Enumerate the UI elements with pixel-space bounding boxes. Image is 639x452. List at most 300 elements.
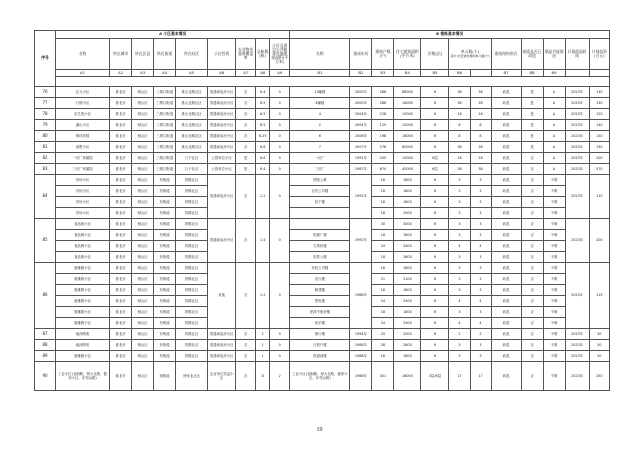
table-cell: 3 bbox=[470, 196, 491, 207]
table-cell: 38 bbox=[449, 163, 470, 174]
table-cell: 砖混 bbox=[491, 240, 521, 251]
table-row bbox=[35, 174, 610, 185]
table-cell: 惠雅路小区 bbox=[56, 295, 110, 306]
row-index: 87 bbox=[35, 328, 56, 339]
table-cell: 铁路社区 bbox=[176, 328, 208, 339]
table-cell: 东机公司楼 bbox=[290, 262, 350, 273]
table-cell: 3 bbox=[470, 218, 491, 229]
table-cell: 2 bbox=[290, 119, 350, 130]
table-cell: 1800 bbox=[394, 251, 421, 262]
table-cell: 不明 bbox=[543, 339, 565, 350]
table-cell: 铁路社区 bbox=[176, 251, 208, 262]
table-cell: 淮山北路社区 bbox=[176, 97, 208, 108]
table-cell: 1.2 bbox=[256, 262, 270, 328]
table-cell: A bbox=[543, 141, 565, 152]
table-cell: 铁路社区 bbox=[176, 240, 208, 251]
table-cell: 6 bbox=[421, 141, 449, 152]
table-cell: 3 bbox=[470, 284, 491, 295]
table-cell: 2023年 bbox=[565, 119, 589, 130]
table-cell: 6层 bbox=[421, 152, 449, 163]
table-cell: 信行楼 bbox=[290, 273, 350, 284]
table-cell: A bbox=[543, 130, 565, 141]
table-cell: 6 bbox=[449, 119, 470, 130]
table-cell: 淮北市 bbox=[110, 240, 132, 251]
table-cell: 2023年 bbox=[565, 262, 589, 328]
table-cell: 砖混 bbox=[491, 196, 521, 207]
row-index: 80 bbox=[35, 130, 56, 141]
table-cell: 黑电楼 bbox=[290, 295, 350, 306]
table-cell: 130 bbox=[589, 97, 609, 108]
table-cell: 东街道 bbox=[154, 350, 176, 361]
table-row bbox=[35, 295, 610, 306]
table-cell: 食品街小区 bbox=[56, 240, 110, 251]
table-cell: 不明 bbox=[543, 229, 565, 240]
header-group-b: B 楼栋基本情况 bbox=[290, 31, 610, 39]
table-cell: 普通商品房小区 bbox=[208, 350, 236, 361]
table-cell: 惠雅路小区 bbox=[56, 306, 110, 317]
table-cell: 三堤口街道 bbox=[154, 163, 176, 174]
table-cell: 货场小区 bbox=[56, 174, 110, 185]
table-cell: 砖混 bbox=[491, 86, 521, 97]
table-cell: 淮北市 bbox=[110, 163, 132, 174]
table-cell: 否 bbox=[236, 350, 256, 361]
table-cell: A bbox=[543, 152, 565, 163]
table-cell: 4 bbox=[470, 240, 491, 251]
table-cell: 115 bbox=[589, 262, 609, 328]
table-cell: 不明 bbox=[543, 295, 565, 306]
table-cell: 205 bbox=[372, 152, 394, 163]
table-cell: 16 bbox=[470, 108, 491, 119]
table-cell: 否 bbox=[521, 251, 543, 262]
table-cell: 2023年 bbox=[565, 141, 589, 152]
table-cell: 不明 bbox=[543, 284, 565, 295]
col-code: B6 bbox=[449, 69, 470, 76]
table-cell: 否 bbox=[521, 328, 543, 339]
table-cell: 3 bbox=[470, 229, 491, 240]
table-cell: 否 bbox=[236, 328, 256, 339]
table-cell: 0 bbox=[270, 262, 290, 328]
table-cell: 相山区 bbox=[132, 218, 154, 229]
table-cell: 淮北市 bbox=[110, 328, 132, 339]
table-cell: 2007年 bbox=[350, 141, 372, 152]
table-cell: 不明 bbox=[543, 306, 565, 317]
table-cell: 砖混 bbox=[491, 339, 521, 350]
table-row bbox=[35, 328, 610, 339]
table-cell: 砖混 bbox=[491, 306, 521, 317]
table-cell: 西街道 bbox=[154, 361, 176, 390]
table-cell: 130 bbox=[589, 86, 609, 97]
table-cell: 东街道 bbox=[154, 196, 176, 207]
table-row bbox=[35, 130, 610, 141]
table-cell: 2023年 bbox=[565, 361, 589, 390]
table-cell: 货场小区 bbox=[56, 185, 110, 196]
table-cell: 288 bbox=[372, 86, 394, 97]
table-cell: 惠雅路小区 bbox=[56, 317, 110, 328]
table-cell: 是 bbox=[236, 163, 256, 174]
table-cell: 是 bbox=[521, 108, 543, 119]
table-cell: 3 bbox=[449, 185, 470, 196]
col-code bbox=[589, 69, 609, 76]
table-cell: 普通商品房小区 bbox=[208, 174, 236, 218]
table-cell: 否 bbox=[521, 317, 543, 328]
table-cell: 301 bbox=[372, 361, 394, 390]
table-cell: 否 bbox=[236, 361, 256, 390]
table-cell: 东街道 bbox=[154, 185, 176, 196]
table-cell: 徐家北社区 bbox=[176, 361, 208, 390]
table-cell: 食品街小区 bbox=[56, 229, 110, 240]
table-cell: 1800 bbox=[394, 185, 421, 196]
table-cell: 铁路社区 bbox=[176, 185, 208, 196]
table-cell: 东街道 bbox=[154, 306, 176, 317]
table-cell: 相山区 bbox=[132, 251, 154, 262]
table-cell: 否 bbox=[521, 350, 543, 361]
table-cell: A bbox=[543, 163, 565, 174]
table-cell: 淮北市 bbox=[110, 152, 132, 163]
table-cell: 2023年 bbox=[565, 86, 589, 97]
table-cell: 相山区 bbox=[132, 163, 154, 174]
table-row bbox=[35, 306, 610, 317]
col-header: 屋面是否已改造 bbox=[521, 38, 543, 69]
table-cell: 东街道 bbox=[154, 284, 176, 295]
table-cell: 45000 bbox=[394, 163, 421, 174]
table-cell: 弘元小区 bbox=[56, 86, 110, 97]
table-cell: 2 bbox=[449, 328, 470, 339]
table-cell: 铁路社区 bbox=[176, 306, 208, 317]
table-cell: 200 bbox=[589, 152, 609, 163]
col-code bbox=[565, 69, 589, 76]
table-cell: 3 bbox=[449, 251, 470, 262]
table-cell: 相山区 bbox=[132, 317, 154, 328]
table-cell: 东街道 bbox=[154, 339, 176, 350]
table-cell: 3 bbox=[470, 174, 491, 185]
col-code: B4 bbox=[394, 69, 421, 76]
table-cell: 不明 bbox=[543, 328, 565, 339]
table-cell: 36 bbox=[470, 141, 491, 152]
table-cell: 淮山北路社区 bbox=[176, 141, 208, 152]
table-cell: 2023年 bbox=[565, 328, 589, 339]
table-cell: 0 bbox=[270, 119, 290, 130]
table-cell: 1 bbox=[256, 339, 270, 350]
table-cell: 4 bbox=[449, 295, 470, 306]
table-cell: 1800 bbox=[394, 174, 421, 185]
table-cell: 18 bbox=[372, 251, 394, 262]
table-cell: 6 bbox=[421, 196, 449, 207]
table-cell: 普通商品房小区 bbox=[208, 86, 236, 97]
table-cell: 不明 bbox=[543, 317, 565, 328]
table-cell: 24 bbox=[372, 295, 394, 306]
table-cell: 否 bbox=[236, 108, 256, 119]
table-cell: 相山区 bbox=[132, 207, 154, 218]
table-cell: 3 bbox=[449, 229, 470, 240]
table-cell: 铁路社区 bbox=[176, 295, 208, 306]
table-cell: 8 bbox=[256, 361, 270, 390]
table-cell: 否 bbox=[521, 273, 543, 284]
table-cell: 18 bbox=[372, 174, 394, 185]
table-cell: 30 bbox=[372, 218, 394, 229]
table-cell: 普通商品房小区 bbox=[208, 130, 236, 141]
table-cell: 20 bbox=[589, 350, 609, 361]
col-header: 保温节能情况 bbox=[543, 38, 565, 69]
table-cell: 6.4 bbox=[256, 163, 270, 174]
table-cell: 6 bbox=[421, 251, 449, 262]
table-cell: 淮北市 bbox=[110, 185, 132, 196]
table-row bbox=[35, 163, 610, 174]
table-cell: 18000 bbox=[394, 361, 421, 390]
table-cell: A bbox=[543, 108, 565, 119]
table-cell: 6 bbox=[421, 273, 449, 284]
table-cell: 3 bbox=[449, 218, 470, 229]
table-cell: 6 bbox=[290, 130, 350, 141]
table-cell: 三堤口街道 bbox=[154, 97, 176, 108]
table-cell: 6 bbox=[421, 295, 449, 306]
table-cell: 是 bbox=[521, 86, 543, 97]
table-cell: 1988年 bbox=[350, 361, 372, 390]
table-cell: 公管单位小区 bbox=[208, 163, 236, 174]
table-cell: 砖混 bbox=[491, 97, 521, 108]
table-cell: 20 bbox=[372, 328, 394, 339]
table-cell: 2023年 bbox=[565, 218, 589, 262]
table-cell: 6 bbox=[421, 240, 449, 251]
col-header: 所在城市 bbox=[110, 38, 132, 69]
table-cell: A bbox=[543, 97, 565, 108]
table-cell: 砖混 bbox=[491, 108, 521, 119]
col-code: A4 bbox=[154, 69, 176, 76]
table-cell: 百货公司楼 bbox=[290, 185, 350, 196]
table-cell: 1800 bbox=[394, 196, 421, 207]
table-cell: 否 bbox=[521, 218, 543, 229]
table-cell: 砖混 bbox=[491, 141, 521, 152]
table-cell: 17 bbox=[449, 361, 470, 390]
table-cell: 2023年 bbox=[565, 97, 589, 108]
table-cell: 东街道 bbox=[154, 251, 176, 262]
table-cell: 不明 bbox=[543, 251, 565, 262]
table-cell: 否 bbox=[521, 196, 543, 207]
table-cell: 东街道 bbox=[154, 273, 176, 284]
header-group-a: A 小区基本情况 bbox=[56, 31, 290, 39]
table-cell: 1800 bbox=[394, 284, 421, 295]
table-cell: 否 bbox=[236, 218, 256, 262]
table-cell: 砖混 bbox=[491, 295, 521, 306]
table-cell: 口子社区 bbox=[176, 152, 208, 163]
table-cell: 三堤口街道 bbox=[154, 141, 176, 152]
table-cell: 28 bbox=[372, 339, 394, 350]
table-cell: 普通商品房小区 bbox=[208, 97, 236, 108]
table-cell: 6 bbox=[421, 350, 449, 361]
table-cell: 工业小区(北斛路、树大北路、健家小区、东邻山路) bbox=[290, 361, 350, 390]
table-cell: 否 bbox=[236, 339, 256, 350]
table-cell: 3 bbox=[449, 339, 470, 350]
table-cell: 三堤口街道 bbox=[154, 119, 176, 130]
table-cell: 铁路社区 bbox=[176, 262, 208, 273]
table-cell: 砖混 bbox=[491, 218, 521, 229]
table-cell: 否 bbox=[236, 130, 256, 141]
table-cell: 东街道 bbox=[154, 328, 176, 339]
table-cell: 淮北市 bbox=[110, 229, 132, 240]
table-cell: 口子社区 bbox=[176, 163, 208, 174]
table-cell: 砖混 bbox=[491, 174, 521, 185]
col-header: 小区性质 bbox=[208, 38, 236, 69]
table-cell: 1800 bbox=[394, 306, 421, 317]
table-cell: 惠雅路小区 bbox=[56, 273, 110, 284]
table-cell: 130 bbox=[589, 141, 609, 152]
table-cell: 三纺厂 bbox=[290, 163, 350, 174]
table-cell: 砖混 bbox=[491, 251, 521, 262]
table-cell: 2000年 bbox=[350, 97, 372, 108]
table-cell: 否 bbox=[521, 152, 543, 163]
table-cell: 淮北市 bbox=[110, 339, 132, 350]
table-cell: 6 bbox=[421, 130, 449, 141]
table-cell: 淮北市 bbox=[110, 350, 132, 361]
table-cell: 1994年 bbox=[350, 328, 372, 339]
table-cell: 铁路社区 bbox=[176, 174, 208, 185]
table-cell: 不明 bbox=[543, 174, 565, 185]
table-cell: 18 bbox=[372, 196, 394, 207]
table-cell: 相山区 bbox=[132, 119, 154, 130]
table-cell: 淮北市 bbox=[110, 119, 132, 130]
table-cell: 18 bbox=[372, 229, 394, 240]
table-cell: 惠雅路小区 bbox=[56, 350, 110, 361]
table-cell: 相山区 bbox=[132, 262, 154, 273]
table-cell: 200 bbox=[589, 218, 609, 262]
table-cell: 140 bbox=[589, 119, 609, 130]
table-cell: 0 bbox=[270, 174, 290, 218]
table-cell: 否 bbox=[521, 207, 543, 218]
table-cell: 东街道 bbox=[154, 174, 176, 185]
table-cell: 老四中宿舍楼 bbox=[290, 306, 350, 317]
row-index: 83 bbox=[35, 163, 56, 174]
col-code bbox=[470, 69, 491, 76]
table-cell: 铁路社区 bbox=[176, 229, 208, 240]
table-row bbox=[35, 218, 610, 229]
table-cell: 淮北市 bbox=[110, 141, 132, 152]
table-cell: 否 bbox=[521, 262, 543, 273]
table-cell: 公管单位小区 bbox=[208, 152, 236, 163]
table-cell: 否 bbox=[521, 361, 543, 390]
table-cell: 1800 bbox=[394, 262, 421, 273]
table-cell: 机顺厂楼 bbox=[290, 229, 350, 240]
table-cell: 相山区 bbox=[132, 196, 154, 207]
table-row bbox=[35, 152, 610, 163]
table-cell: 否 bbox=[236, 262, 256, 328]
table-cell: 570 bbox=[589, 163, 609, 174]
table-cell: 普通商品房小区 bbox=[208, 119, 236, 130]
table-cell: 东街道 bbox=[154, 207, 176, 218]
table-cell: 6 bbox=[421, 207, 449, 218]
col-code: A9 bbox=[270, 69, 290, 76]
table-cell: 10000 bbox=[394, 119, 421, 130]
table-cell: 砖混 bbox=[491, 163, 521, 174]
table-body bbox=[35, 86, 610, 390]
table-cell: 24 bbox=[372, 317, 394, 328]
table-cell: 1992年 bbox=[350, 174, 372, 218]
table-cell: 3 bbox=[449, 284, 470, 295]
table-cell: 铁路社区 bbox=[176, 339, 208, 350]
table-cell: 288 bbox=[372, 97, 394, 108]
table-cell: 2400 bbox=[394, 240, 421, 251]
table-cell: 6.5 bbox=[256, 119, 270, 130]
table-cell: 否 bbox=[521, 240, 543, 251]
table-cell: 198 bbox=[372, 130, 394, 141]
table-cell: 相山区 bbox=[132, 306, 154, 317]
table-cell: 6 bbox=[421, 262, 449, 273]
table-cell: 不明 bbox=[543, 262, 565, 273]
table-cell: 6 bbox=[421, 108, 449, 119]
table-cell: 15000 bbox=[394, 108, 421, 119]
table-cell: 是 bbox=[521, 97, 543, 108]
table-cell: 三堤口街道 bbox=[154, 86, 176, 97]
table-cell: 砖混 bbox=[491, 317, 521, 328]
table-cell: 砖混 bbox=[491, 284, 521, 295]
table-cell: 相山区 bbox=[132, 229, 154, 240]
table-cell: 否 bbox=[236, 97, 256, 108]
table-cell: 铁路社区 bbox=[176, 284, 208, 295]
table-cell: 4 bbox=[290, 108, 350, 119]
table-row bbox=[35, 339, 610, 350]
table-cell: 0 bbox=[270, 163, 290, 174]
table-cell: 1991年 bbox=[350, 152, 372, 163]
row-index: 77 bbox=[35, 97, 56, 108]
table-cell: 18 bbox=[372, 262, 394, 273]
table-cell: 18000 bbox=[394, 130, 421, 141]
col-code: A5 bbox=[176, 69, 208, 76]
table-cell: 铁路社区 bbox=[176, 350, 208, 361]
col-code: B8 bbox=[521, 69, 543, 76]
table-cell: 3 bbox=[470, 339, 491, 350]
row-index: 84 bbox=[35, 174, 56, 218]
table-cell: 8 bbox=[449, 130, 470, 141]
table-cell: 36 bbox=[470, 86, 491, 97]
table-cell: 砖混 bbox=[491, 262, 521, 273]
table-row bbox=[35, 350, 610, 361]
table-cell: 食品街小区 bbox=[56, 218, 110, 229]
table-cell: 3 bbox=[449, 196, 470, 207]
table-row bbox=[35, 273, 610, 284]
table-cell: 淮北市 bbox=[110, 273, 132, 284]
table-cell: 相山区 bbox=[132, 339, 154, 350]
table-cell: 0 bbox=[270, 218, 290, 262]
table-cell: 南墅小区 bbox=[56, 141, 110, 152]
table-cell: 货场小区 bbox=[56, 207, 110, 218]
table-cell: 18 bbox=[449, 152, 470, 163]
table-cell: 4 bbox=[449, 240, 470, 251]
table-cell: 0 bbox=[270, 152, 290, 163]
table-cell: 1 bbox=[256, 328, 270, 339]
table-cell: 淮北市 bbox=[110, 306, 132, 317]
table-cell: 砖混 bbox=[491, 328, 521, 339]
table-cell: 2023年 bbox=[565, 152, 589, 163]
table-cell: A bbox=[543, 119, 565, 130]
table-cell: 铁路社区 bbox=[176, 196, 208, 207]
table-row bbox=[35, 251, 610, 262]
col-code: A2 bbox=[110, 69, 132, 76]
table-row bbox=[35, 207, 610, 218]
table-row bbox=[35, 119, 610, 130]
table-cell: 2100 bbox=[394, 273, 421, 284]
table-cell: 相山区 bbox=[132, 141, 154, 152]
table-cell: 250 bbox=[589, 361, 609, 390]
table-cell: 相山区 bbox=[132, 108, 154, 119]
table-cell: 6 bbox=[421, 284, 449, 295]
housing-renovation-table-sheet bbox=[34, 30, 610, 391]
table-cell: 1800 bbox=[394, 350, 421, 361]
col-header: 住宅建筑面积(平方米) bbox=[394, 38, 421, 69]
table-cell: 3 bbox=[470, 207, 491, 218]
col-header: 名称 bbox=[56, 38, 110, 69]
table-cell: 228 bbox=[372, 108, 394, 119]
table-cell: 8 bbox=[470, 130, 491, 141]
col-header-units bbox=[449, 38, 491, 69]
table-cell: 不明 bbox=[543, 361, 565, 390]
